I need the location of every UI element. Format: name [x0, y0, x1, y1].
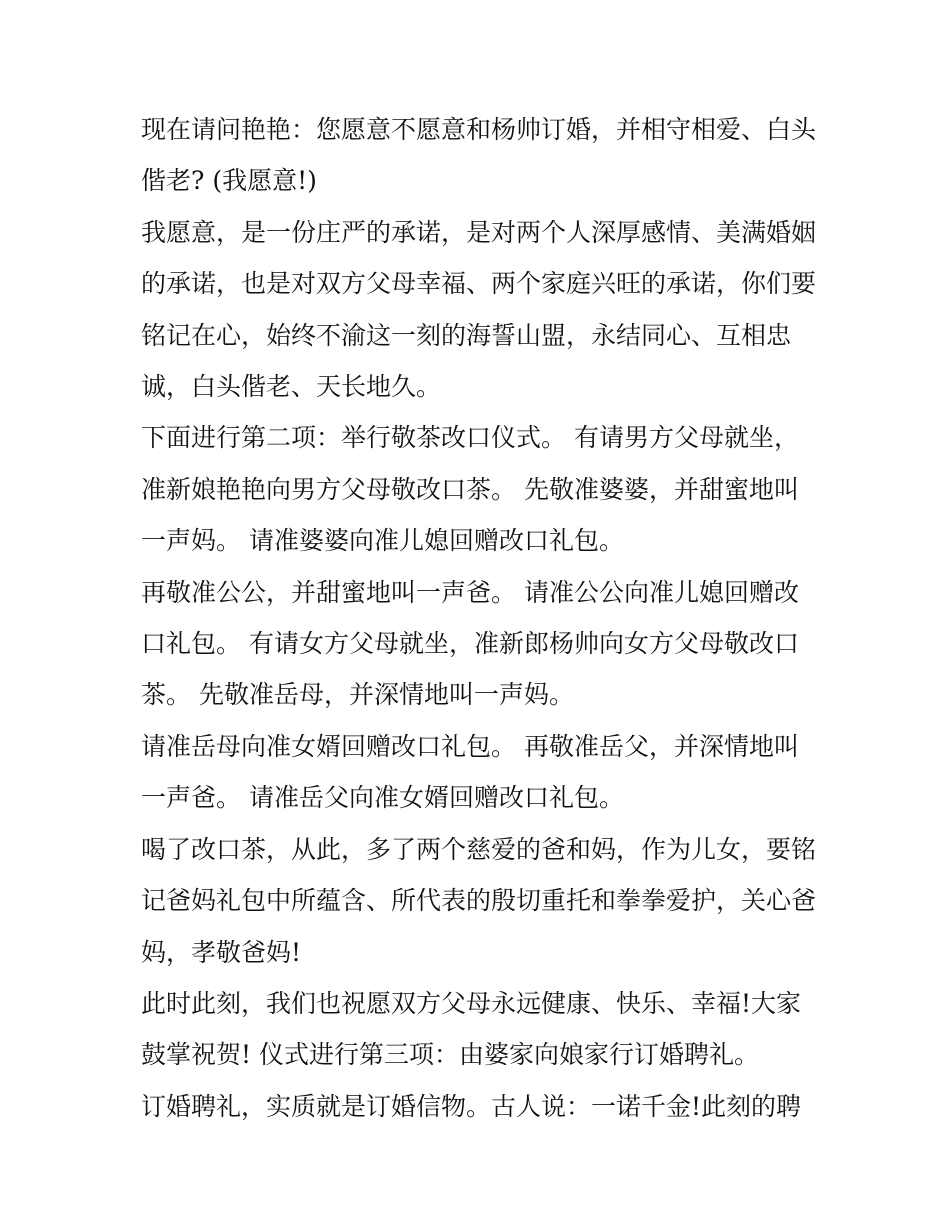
text-line: 鼓掌祝贺! 仪式进行第三项：由婆家向娘家行订婚聘礼。 — [141, 1040, 759, 1070]
text-line: 再敬准公公，并甜蜜地叫一声爸。 请准公公向准儿媳回赠改 — [141, 577, 799, 607]
text-line: 口礼包。 有请女方父母就坐，准新郎杨帅向女方父母敬改口 — [141, 629, 799, 659]
text-line: 喝了改口茶，从此，多了两个慈爱的爸和妈，作为儿女，要铭 — [141, 834, 817, 864]
paragraph-1 — [141, 104, 821, 207]
text-line: 一声妈。 请准婆婆向准儿媳回赠改口礼包。 — [141, 526, 624, 556]
text-line: 现在请问艳艳：您愿意不愿意和杨帅订婚，并相守相爱、白头 — [141, 115, 817, 144]
paragraph-8 — [141, 1081, 821, 1132]
text-line: 此时此刻，我们也祝愿双方父母永远健康、快乐、幸福!大家 — [141, 988, 802, 1018]
paragraph-3 — [141, 412, 821, 566]
text-line: 诚，白头偕老、天长地久。 — [141, 372, 442, 402]
text-line: 下面进行第二项：举行敬茶改口仪式。 有请男方父母就坐， — [141, 423, 799, 453]
text-line: 记爸妈礼包中所蕴含、所代表的殷切重托和拳拳爱护，关心爸 — [141, 886, 817, 916]
text-line: 妈，孝敬爸妈! — [141, 937, 302, 967]
text-line: 我愿意，是一份庄严的承诺，是对两个人深厚感情、美满婚姻 — [141, 217, 817, 247]
text-line: 茶。 先敬准岳母，并深情地叫一声妈。 — [141, 680, 574, 710]
text-line: 订婚聘礼，实质就是订婚信物。古人说：一诺千金!此刻的聘 — [141, 1091, 802, 1121]
text-line: 准新娘艳艳向男方父母敬改口茶。 先敬准婆婆，并甜蜜地叫 — [141, 474, 799, 504]
text-line: 一声爸。 请准岳父向准女婿回赠改口礼包。 — [141, 783, 624, 813]
paragraph-4 — [141, 567, 821, 721]
paragraph-2 — [141, 207, 821, 413]
document-body — [141, 104, 821, 1132]
paragraph-5 — [141, 721, 821, 824]
paragraph-6 — [141, 824, 821, 978]
text-line: 的承诺，也是对双方父母幸福、两个家庭兴旺的承诺，你们要 — [141, 269, 817, 299]
text-line: 偕老? (我愿意!) — [141, 166, 317, 196]
text-line: 铭记在心，始终不渝这一刻的海誓山盟，永结同心、互相忠 — [141, 320, 792, 350]
paragraph-7 — [141, 978, 821, 1081]
text-line: 请准岳母向准女婿回赠改口礼包。 再敬准岳父，并深情地叫 — [141, 731, 799, 761]
